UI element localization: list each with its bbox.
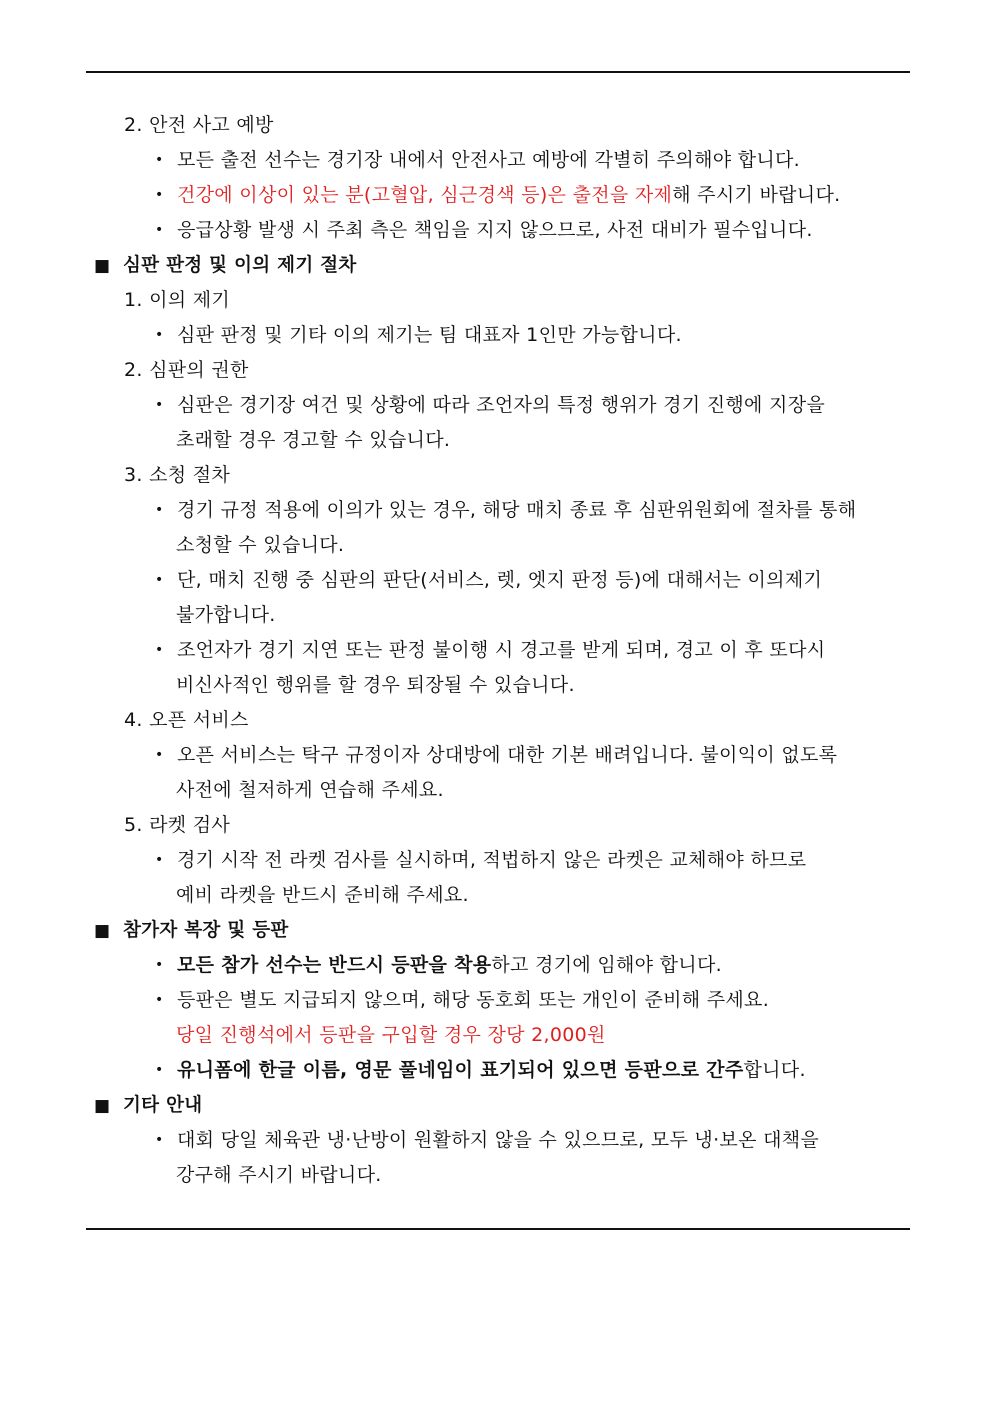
square-bullet-icon: ■ bbox=[94, 1096, 111, 1116]
price-notice: 당일 진행석에서 등판을 구입할 경우 장당 2,000원 bbox=[176, 1024, 606, 1046]
bullet-icon: • bbox=[155, 572, 164, 588]
bullet-icon: • bbox=[155, 642, 164, 658]
bullet-line: • 단, 매치 진행 중 심판의 판단(서비스, 렛, 엣지 판정 등)에 대해서는 이의제기 bbox=[0, 563, 992, 598]
item-heading: 3. 소청 절차 bbox=[124, 464, 231, 486]
item-heading: 1. 이의 제기 bbox=[124, 289, 231, 311]
section-heading: ■ 참가자 복장 및 등판 bbox=[0, 913, 992, 948]
bullet-line: • 심판은 경기장 여건 및 상황에 따라 조언자의 특정 행위가 경기 진행에 지장을 bbox=[0, 388, 992, 423]
bullet-continuation: 불가합니다. bbox=[176, 604, 276, 626]
emphasis-text: 모든 참가 선수는 반드시 등판을 착용 bbox=[177, 954, 492, 976]
warning-text: 건강에 이상이 있는 분(고혈압, 심근경색 등)은 출전을 자제 bbox=[177, 184, 673, 206]
bullet-icon: • bbox=[155, 397, 164, 413]
item-heading: 2. 심판의 권한 bbox=[124, 359, 249, 381]
bullet-line: • 응급상황 발생 시 주최 측은 책임을 지지 않으므로, 사전 대비가 필수입니다. bbox=[0, 213, 992, 248]
bullet-icon: • bbox=[155, 327, 164, 343]
bullet-continuation: 비신사적인 행위를 할 경우 퇴장될 수 있습니다. bbox=[176, 674, 575, 696]
square-bullet-icon: ■ bbox=[94, 256, 111, 276]
bullet-line: • 건강에 이상이 있는 분(고혈압, 심근경색 등)은 출전을 자제해 주시기 바랍니다. bbox=[0, 178, 992, 213]
bullet-icon: • bbox=[155, 152, 164, 168]
bullet-line: • 모든 참가 선수는 반드시 등판을 착용하고 경기에 임해야 합니다. bbox=[0, 948, 992, 983]
bullet-continuation: 예비 라켓을 반드시 준비해 주세요. bbox=[176, 884, 469, 906]
bullet-continuation: 강구해 주시기 바랍니다. bbox=[176, 1164, 382, 1186]
bullet-line: • 대회 당일 체육관 냉·난방이 원활하지 않을 수 있으므로, 모두 냉·보온 대책을 bbox=[0, 1123, 992, 1158]
bullet-line: • 오픈 서비스는 탁구 규정이자 상대방에 대한 기본 배려입니다. 불이익이 없도록 bbox=[0, 738, 992, 773]
bullet-icon: • bbox=[155, 222, 164, 238]
bullet-line: • 심판 판정 및 기타 이의 제기는 팀 대표자 1인만 가능합니다. bbox=[0, 318, 992, 353]
top-rule bbox=[86, 71, 910, 73]
bullet-icon: • bbox=[155, 1132, 164, 1148]
item-heading: 4. 오픈 서비스 bbox=[124, 709, 249, 731]
document-body bbox=[0, 108, 992, 1193]
emphasis-text: 유니폼에 한글 이름, 영문 풀네임이 표기되어 있으면 등판으로 간주 bbox=[177, 1059, 744, 1081]
bullet-continuation: 초래할 경우 경고할 수 있습니다. bbox=[176, 429, 451, 451]
bullet-icon: • bbox=[155, 1062, 164, 1078]
bullet-icon: • bbox=[155, 502, 164, 518]
section-heading: ■ 기타 안내 bbox=[0, 1088, 992, 1123]
bullet-line: • 모든 출전 선수는 경기장 내에서 안전사고 예방에 각별히 주의해야 합니다. bbox=[0, 143, 992, 178]
bullet-line: • 등판은 별도 지급되지 않으며, 해당 동호회 또는 개인이 준비해 주세요. bbox=[0, 983, 992, 1018]
bullet-icon: • bbox=[155, 187, 164, 203]
bullet-icon: • bbox=[155, 957, 164, 973]
item-heading: 5. 라켓 검사 bbox=[124, 814, 231, 836]
bullet-line: • 유니폼에 한글 이름, 영문 풀네임이 표기되어 있으면 등판으로 간주합니다. bbox=[0, 1053, 992, 1088]
bullet-continuation: 소청할 수 있습니다. bbox=[176, 534, 345, 556]
bullet-continuation: 사전에 철저하게 연습해 주세요. bbox=[176, 779, 444, 801]
bullet-icon: • bbox=[155, 852, 164, 868]
bottom-rule bbox=[86, 1228, 910, 1230]
square-bullet-icon: ■ bbox=[94, 921, 111, 941]
bullet-line: • 조언자가 경기 지연 또는 판정 불이행 시 경고를 받게 되며, 경고 이 후 또다시 bbox=[0, 633, 992, 668]
bullet-icon: • bbox=[155, 992, 164, 1008]
bullet-line: • 경기 규정 적용에 이의가 있는 경우, 해당 매치 종료 후 심판위원회에 절차를 통해 bbox=[0, 493, 992, 528]
item-heading: 2. 안전 사고 예방 bbox=[124, 114, 274, 136]
section-heading: ■ 심판 판정 및 이의 제기 절차 bbox=[0, 248, 992, 283]
bullet-icon: • bbox=[155, 747, 164, 763]
bullet-line: • 경기 시작 전 라켓 검사를 실시하며, 적법하지 않은 라켓은 교체해야 하므로 bbox=[0, 843, 992, 878]
